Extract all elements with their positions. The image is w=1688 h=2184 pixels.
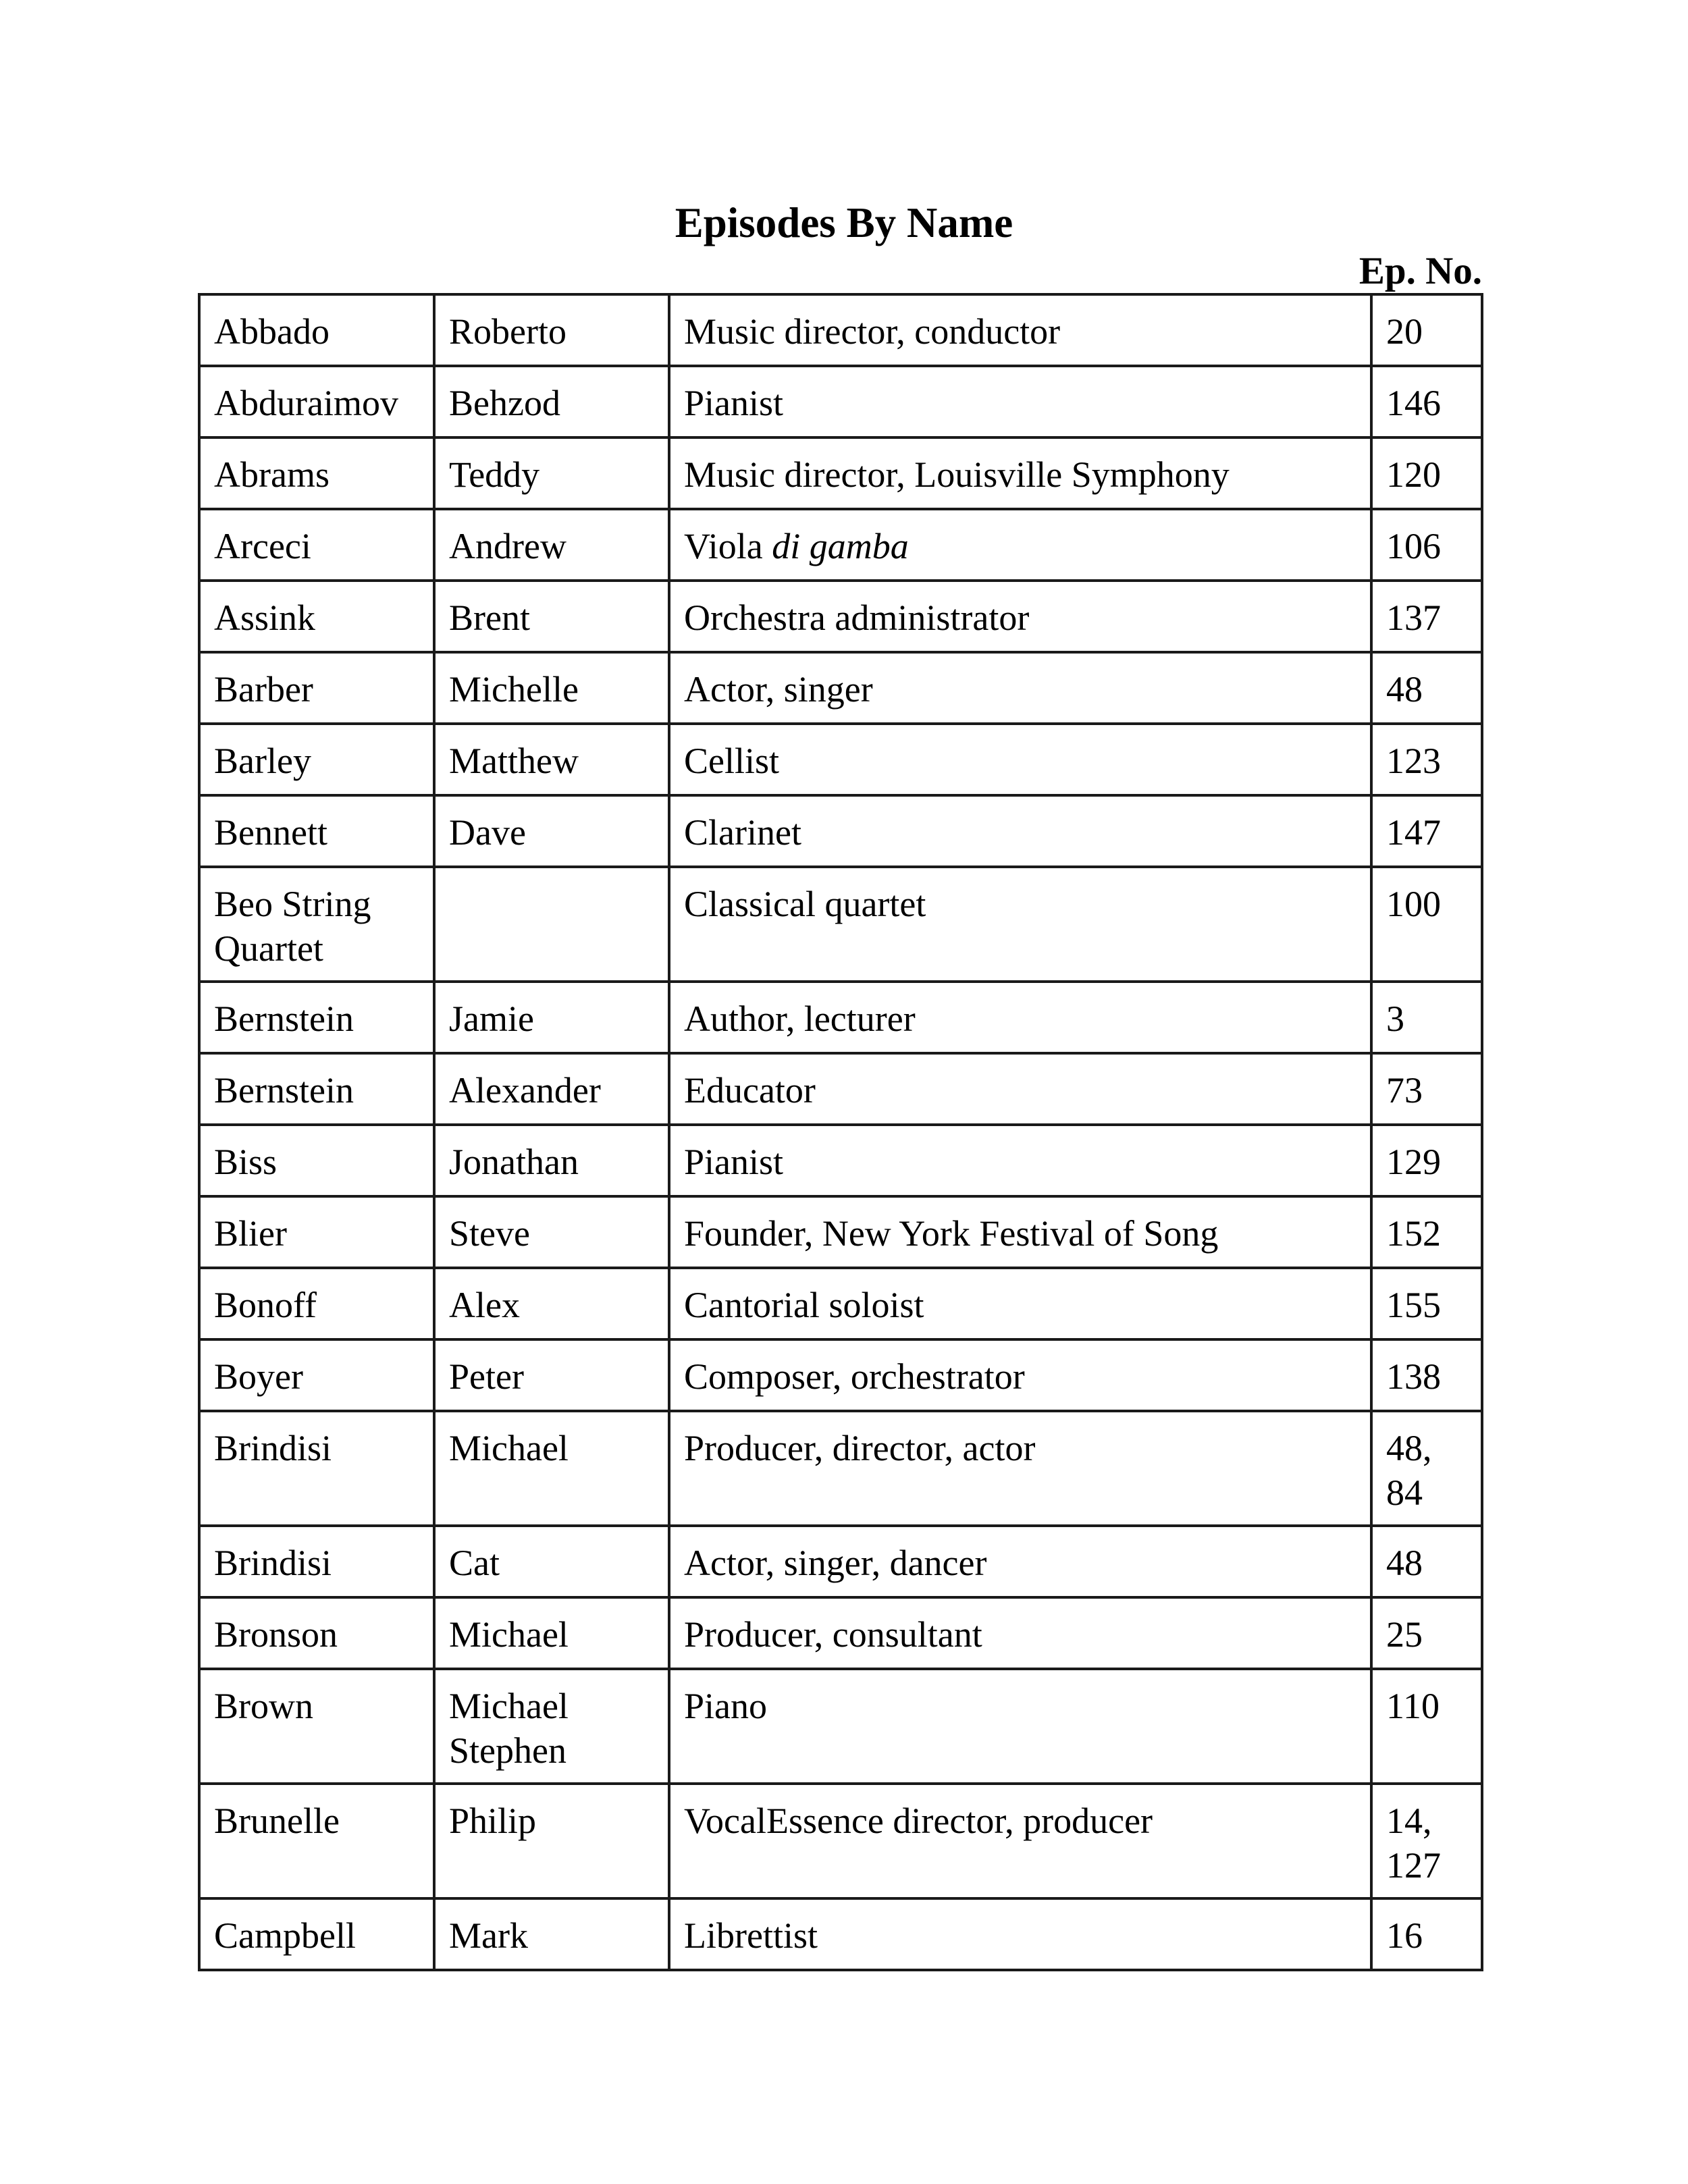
description-cell: Piano bbox=[669, 1669, 1371, 1784]
episode-number-cell: 120 bbox=[1371, 437, 1482, 509]
last-name-cell: Campbell bbox=[199, 1898, 434, 1970]
table-row bbox=[199, 437, 1482, 509]
episode-number-cell: 137 bbox=[1371, 581, 1482, 652]
description-cell: Producer, consultant bbox=[669, 1597, 1371, 1669]
last-name-cell: Barley bbox=[199, 724, 434, 795]
first-name-cell: Alexander bbox=[434, 1053, 669, 1125]
last-name-cell: Brindisi bbox=[199, 1411, 434, 1526]
first-name-cell: Behzod bbox=[434, 366, 669, 437]
table-row bbox=[199, 1053, 1482, 1125]
episode-number-cell: 73 bbox=[1371, 1053, 1482, 1125]
table-row bbox=[199, 1526, 1482, 1597]
first-name-cell: Michelle bbox=[434, 652, 669, 724]
first-name-cell: Michael bbox=[434, 1597, 669, 1669]
last-name-cell: Bernstein bbox=[199, 982, 434, 1053]
first-name-cell bbox=[434, 867, 669, 982]
episode-number-cell: 100 bbox=[1371, 867, 1482, 982]
first-name-cell: Mark bbox=[434, 1898, 669, 1970]
description-cell: Founder, New York Festival of Song bbox=[669, 1196, 1371, 1268]
episode-number-cell: 20 bbox=[1371, 294, 1482, 366]
description-cell: Classical quartet bbox=[669, 867, 1371, 982]
description-cell: Orchestra administrator bbox=[669, 581, 1371, 652]
episode-number-cell: 152 bbox=[1371, 1196, 1482, 1268]
table-row bbox=[199, 1125, 1482, 1196]
episode-number-cell: 123 bbox=[1371, 724, 1482, 795]
description-cell: Composer, orchestrator bbox=[669, 1339, 1371, 1411]
table-row bbox=[199, 1597, 1482, 1669]
first-name-cell: Brent bbox=[434, 581, 669, 652]
table-row bbox=[199, 1784, 1482, 1898]
table-row bbox=[199, 1268, 1482, 1339]
episode-number-cell: 106 bbox=[1371, 509, 1482, 581]
description-cell: Clarinet bbox=[669, 795, 1371, 867]
table-row bbox=[199, 366, 1482, 437]
ep-no-column-heading: Ep. No. bbox=[1359, 250, 1482, 292]
first-name-cell: Dave bbox=[434, 795, 669, 867]
first-name-cell: Teddy bbox=[434, 437, 669, 509]
description-cell: Cantorial soloist bbox=[669, 1268, 1371, 1339]
table-row bbox=[199, 652, 1482, 724]
description-cell: Music director, conductor bbox=[669, 294, 1371, 366]
table-row bbox=[199, 1898, 1482, 1970]
table-row bbox=[199, 867, 1482, 982]
first-name-cell: Andrew bbox=[434, 509, 669, 581]
page-title: Episodes By Name bbox=[675, 199, 1013, 246]
last-name-cell: Boyer bbox=[199, 1339, 434, 1411]
table-row bbox=[199, 1196, 1482, 1268]
episode-number-cell: 16 bbox=[1371, 1898, 1482, 1970]
first-name-cell: Jonathan bbox=[434, 1125, 669, 1196]
table-row bbox=[199, 1411, 1482, 1526]
description-cell: Actor, singer, dancer bbox=[669, 1526, 1371, 1597]
description-cell: Educator bbox=[669, 1053, 1371, 1125]
table-row bbox=[199, 724, 1482, 795]
description-cell: Author, lecturer bbox=[669, 982, 1371, 1053]
episode-number-cell: 3 bbox=[1371, 982, 1482, 1053]
table-row bbox=[199, 581, 1482, 652]
description-cell: VocalEssence director, producer bbox=[669, 1784, 1371, 1898]
table-row bbox=[199, 1339, 1482, 1411]
last-name-cell: Bennett bbox=[199, 795, 434, 867]
last-name-cell: Abduraimov bbox=[199, 366, 434, 437]
table-row bbox=[199, 1669, 1482, 1784]
first-name-cell: Steve bbox=[434, 1196, 669, 1268]
last-name-cell: Barber bbox=[199, 652, 434, 724]
table-row bbox=[199, 294, 1482, 366]
last-name-cell: Bonoff bbox=[199, 1268, 434, 1339]
last-name-cell: Brunelle bbox=[199, 1784, 434, 1898]
table-row bbox=[199, 795, 1482, 867]
first-name-cell: Jamie bbox=[434, 982, 669, 1053]
description-cell: Music director, Louisville Symphony bbox=[669, 437, 1371, 509]
description-italic-text: di gamba bbox=[772, 526, 909, 566]
first-name-cell: Michael bbox=[434, 1411, 669, 1526]
first-name-cell: Matthew bbox=[434, 724, 669, 795]
episode-number-cell: 147 bbox=[1371, 795, 1482, 867]
description-cell: Pianist bbox=[669, 1125, 1371, 1196]
episode-number-cell: 48 bbox=[1371, 1526, 1482, 1597]
description-cell: Actor, singer bbox=[669, 652, 1371, 724]
description-cell: Librettist bbox=[669, 1898, 1371, 1970]
description-text: Viola bbox=[684, 526, 763, 566]
last-name-cell: Abbado bbox=[199, 294, 434, 366]
episode-number-cell: 129 bbox=[1371, 1125, 1482, 1196]
last-name-cell: Abrams bbox=[199, 437, 434, 509]
episode-number-cell: 48, 84 bbox=[1371, 1411, 1482, 1526]
episode-number-cell: 138 bbox=[1371, 1339, 1482, 1411]
episodes-table-body bbox=[199, 294, 1482, 1970]
first-name-cell: Roberto bbox=[434, 294, 669, 366]
episode-number-cell: 48 bbox=[1371, 652, 1482, 724]
last-name-cell: Bronson bbox=[199, 1597, 434, 1669]
last-name-cell: Beo String Quartet bbox=[199, 867, 434, 982]
episode-number-cell: 25 bbox=[1371, 1597, 1482, 1669]
episode-number-cell: 14, 127 bbox=[1371, 1784, 1482, 1898]
last-name-cell: Brown bbox=[199, 1669, 434, 1784]
first-name-cell: Philip bbox=[434, 1784, 669, 1898]
table-row bbox=[199, 982, 1482, 1053]
episodes-table bbox=[198, 293, 1483, 1971]
description-cell: Pianist bbox=[669, 366, 1371, 437]
episode-number-cell: 110 bbox=[1371, 1669, 1482, 1784]
last-name-cell: Brindisi bbox=[199, 1526, 434, 1597]
last-name-cell: Arceci bbox=[199, 509, 434, 581]
table-row bbox=[199, 509, 1482, 581]
last-name-cell: Assink bbox=[199, 581, 434, 652]
first-name-cell: Cat bbox=[434, 1526, 669, 1597]
description-cell: Producer, director, actor bbox=[669, 1411, 1371, 1526]
description-cell: Cellist bbox=[669, 724, 1371, 795]
last-name-cell: Bernstein bbox=[199, 1053, 434, 1125]
first-name-cell: Alex bbox=[434, 1268, 669, 1339]
first-name-cell: Michael Stephen bbox=[434, 1669, 669, 1784]
last-name-cell: Blier bbox=[199, 1196, 434, 1268]
episode-number-cell: 146 bbox=[1371, 366, 1482, 437]
last-name-cell: Biss bbox=[199, 1125, 434, 1196]
description-cell bbox=[669, 509, 1371, 581]
episode-number-cell: 155 bbox=[1371, 1268, 1482, 1339]
first-name-cell: Peter bbox=[434, 1339, 669, 1411]
